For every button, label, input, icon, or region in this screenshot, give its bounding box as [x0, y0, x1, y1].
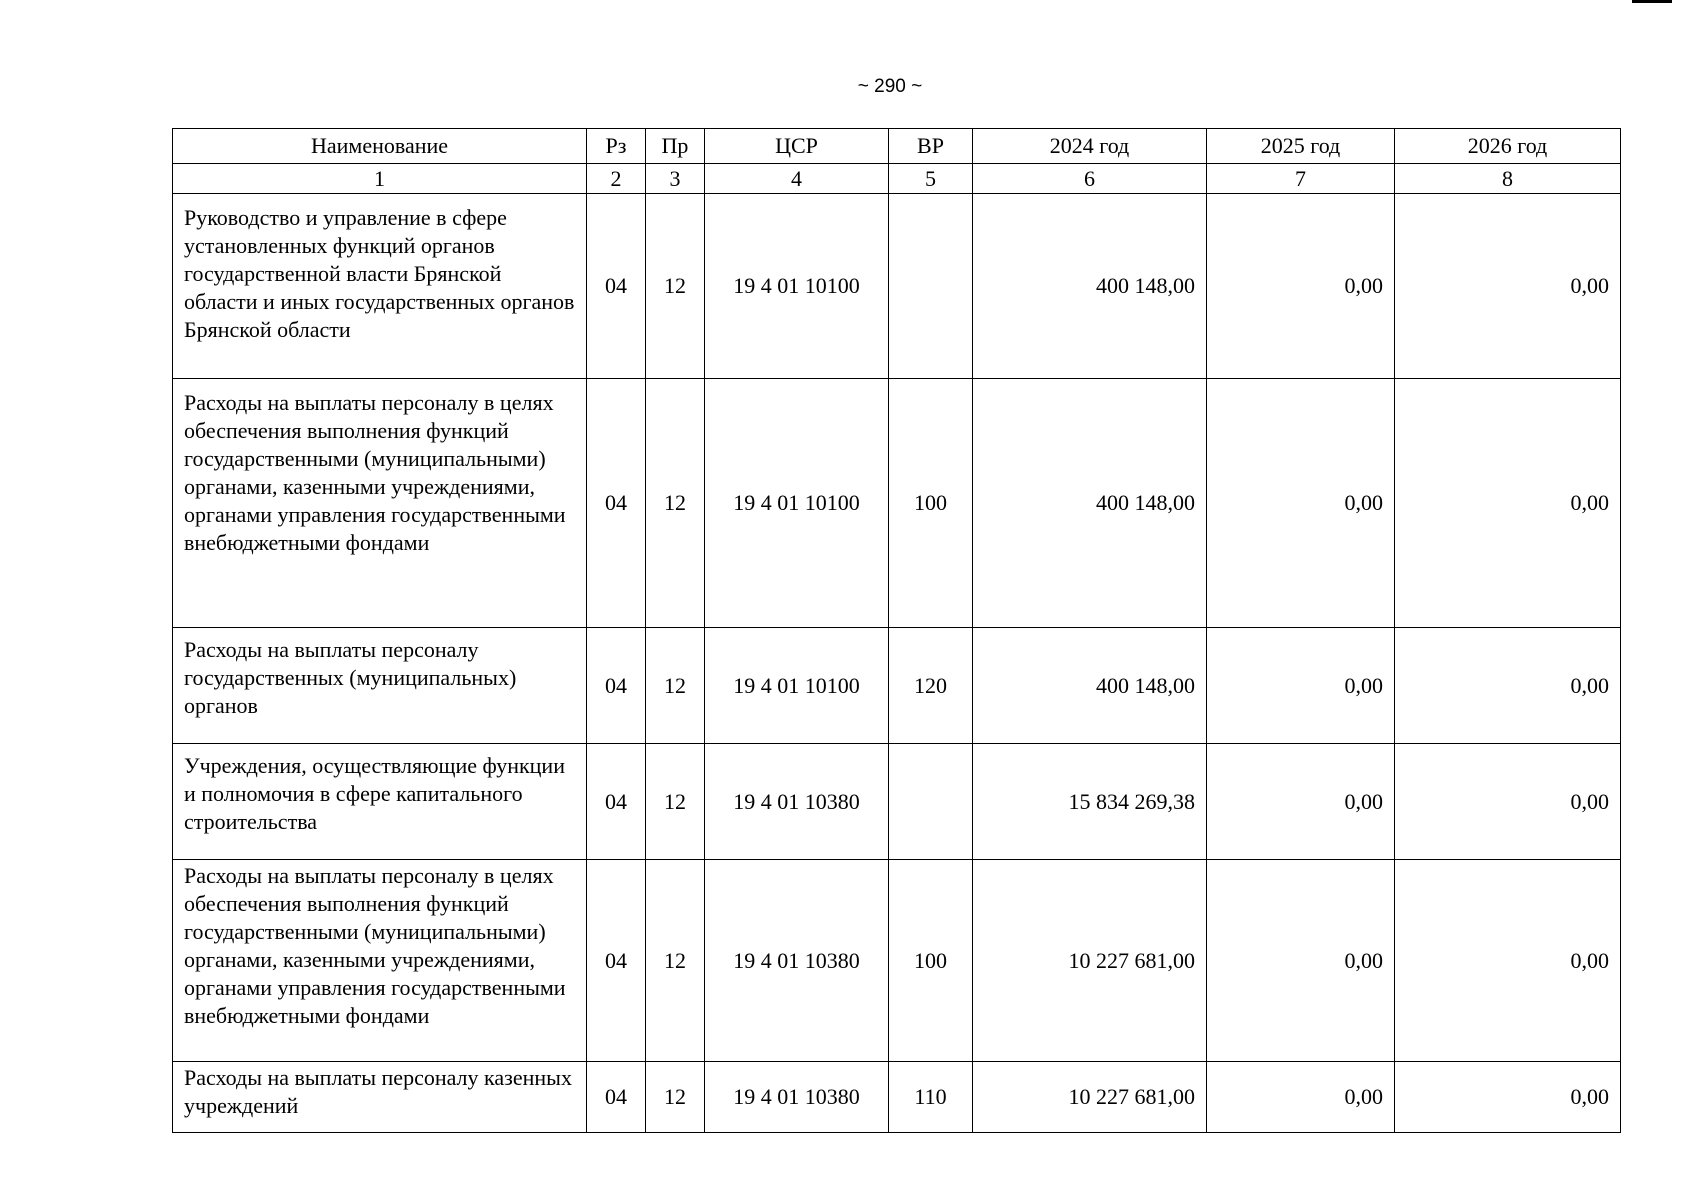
- row-2026: 0,00: [1395, 379, 1621, 628]
- row-csr: 19 4 01 10380: [705, 1062, 889, 1133]
- budget-table: [172, 128, 1621, 1133]
- header-vr: ВР: [889, 129, 973, 164]
- row-rz: 04: [587, 744, 646, 860]
- header-name: Наименование: [173, 129, 587, 164]
- row-name: Руководство и управление в сфере установленных функций органов государственной власти Брянской области и иных государственных органов Брянской области: [173, 194, 587, 379]
- row-pr: 12: [646, 1062, 705, 1133]
- table-row: [173, 744, 1621, 860]
- row-2024: 400 148,00: [973, 628, 1207, 744]
- header-csr: ЦСР: [705, 129, 889, 164]
- row-2026: 0,00: [1395, 860, 1621, 1062]
- column-number: 4: [705, 164, 889, 194]
- row-rz: 04: [587, 628, 646, 744]
- row-vr: [889, 194, 973, 379]
- header-2024: 2024 год: [973, 129, 1207, 164]
- row-vr: 110: [889, 1062, 973, 1133]
- row-pr: 12: [646, 194, 705, 379]
- table-row: [173, 860, 1621, 1062]
- row-csr: 19 4 01 10100: [705, 379, 889, 628]
- table-row: [173, 628, 1621, 744]
- row-vr: 100: [889, 379, 973, 628]
- row-2025: 0,00: [1207, 860, 1395, 1062]
- row-2026: 0,00: [1395, 744, 1621, 860]
- row-2025: 0,00: [1207, 1062, 1395, 1133]
- column-number: 7: [1207, 164, 1395, 194]
- column-number-row: [173, 164, 1621, 194]
- row-pr: 12: [646, 860, 705, 1062]
- row-rz: 04: [587, 860, 646, 1062]
- row-vr: 120: [889, 628, 973, 744]
- row-pr: 12: [646, 628, 705, 744]
- row-2025: 0,00: [1207, 744, 1395, 860]
- row-2026: 0,00: [1395, 1062, 1621, 1133]
- row-csr: 19 4 01 10100: [705, 194, 889, 379]
- column-number: 5: [889, 164, 973, 194]
- row-2026: 0,00: [1395, 628, 1621, 744]
- budget-table-container: [172, 128, 1620, 1133]
- column-number: 8: [1395, 164, 1621, 194]
- row-2025: 0,00: [1207, 628, 1395, 744]
- row-rz: 04: [587, 1062, 646, 1133]
- row-2025: 0,00: [1207, 379, 1395, 628]
- table-row: [173, 194, 1621, 379]
- row-name: Учреждения, осуществляющие функции и полномочия в сфере капитального строительства: [173, 744, 587, 860]
- row-name: Расходы на выплаты персоналу в целях обеспечения выполнения функций государственными (муниципальными) органами, казенными учреждениями, органами управления государственными внебюджетными фондами: [173, 860, 587, 1062]
- header-2026: 2026 год: [1395, 129, 1621, 164]
- row-2024: 10 227 681,00: [973, 860, 1207, 1062]
- column-number: 3: [646, 164, 705, 194]
- row-csr: 19 4 01 10380: [705, 860, 889, 1062]
- row-vr: 100: [889, 860, 973, 1062]
- row-pr: 12: [646, 744, 705, 860]
- column-number: 2: [587, 164, 646, 194]
- row-name: Расходы на выплаты персоналу в целях обеспечения выполнения функций государственными (муниципальными) органами, казенными учреждениями, органами управления государственными внебюджетными фондами: [173, 379, 587, 628]
- row-2024: 15 834 269,38: [973, 744, 1207, 860]
- page-number: ~ 290 ~: [857, 76, 923, 97]
- column-number: 6: [973, 164, 1207, 194]
- row-csr: 19 4 01 10380: [705, 744, 889, 860]
- row-2024: 10 227 681,00: [973, 1062, 1207, 1133]
- table-row: [173, 1062, 1621, 1133]
- table-row: [173, 379, 1621, 628]
- row-csr: 19 4 01 10100: [705, 628, 889, 744]
- row-pr: 12: [646, 379, 705, 628]
- header-row: [173, 129, 1621, 164]
- row-2025: 0,00: [1207, 194, 1395, 379]
- row-rz: 04: [587, 194, 646, 379]
- header-rz: Рз: [587, 129, 646, 164]
- row-name: Расходы на выплаты персоналу казенных учреждений: [173, 1062, 587, 1133]
- row-name: Расходы на выплаты персоналу государственных (муниципальных) органов: [173, 628, 587, 744]
- row-2024: 400 148,00: [973, 194, 1207, 379]
- header-2025: 2025 год: [1207, 129, 1395, 164]
- row-rz: 04: [587, 379, 646, 628]
- column-number: 1: [173, 164, 587, 194]
- header-pr: Пр: [646, 129, 705, 164]
- row-vr: [889, 744, 973, 860]
- row-2024: 400 148,00: [973, 379, 1207, 628]
- top-edge-mark: [1632, 0, 1672, 3]
- row-2026: 0,00: [1395, 194, 1621, 379]
